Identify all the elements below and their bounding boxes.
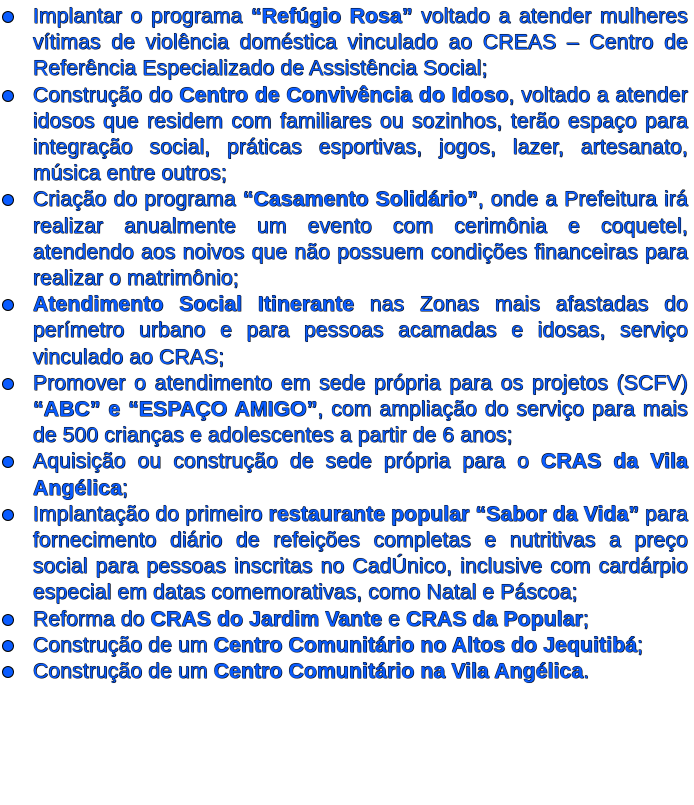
item-text: ; [583, 607, 590, 631]
item-text: . [583, 660, 590, 684]
item-text-bold: Centro Comunitário na Vila Angélica [213, 660, 584, 684]
list-item [0, 187, 688, 292]
item-text: voltado a atender mulheres vítimas de violência doméstica vinculado ao CREAS – Centro de Referência Especializado de Assistência Social; [33, 5, 688, 81]
item-text-bold: Centro Comunitário no Altos do Jequitibá [213, 633, 638, 657]
item-text: para fornecimento diário de refeições completas e nutritivas a preço social para pessoas inscritas no CadÚnico, inclusive com cardárpio especial em datas comemorativas, como Natal e Páscoa; [33, 502, 689, 605]
list-item [0, 371, 688, 450]
item-text: Implantação do primeiro [33, 502, 269, 526]
bullet-icon [3, 91, 13, 101]
list-item [0, 659, 688, 685]
item-text: Construção de um [33, 633, 214, 657]
bullet-icon [3, 510, 13, 520]
item-text: , voltado a atender idosos que residem com familiares ou sozinhos, terão espaço para integração social, práticas esportivas, jogos, lazer, artesanato, música entre outros; [33, 83, 688, 186]
item-text-bold: CRAS da Popular [406, 607, 584, 631]
list-item [0, 83, 688, 188]
item-text: , com ampliação do serviço para mais de 500 crianças e adolescentes a partir de 6 anos; [33, 398, 688, 448]
proposal-list [0, 4, 688, 685]
item-text-bold: restaurante popular “Sabor da Vida” [268, 502, 640, 526]
list-item [0, 502, 688, 607]
item-text-bold: Atendimento Social Itinerante [33, 293, 355, 317]
item-text-bold: CRAS da Vila Angélica [33, 450, 688, 500]
bullet-icon [3, 379, 13, 389]
bullet-icon [3, 615, 13, 625]
bullet-icon [3, 457, 13, 467]
item-text: Construção do [33, 83, 180, 107]
item-text: Reforma do [33, 607, 151, 631]
item-text: , onde a Prefeitura irá realizar anualmente um evento com cerimônia e coquetel, atendendo aos noivos que não possuem condições financeiras para realizar o matrimônio; [33, 188, 688, 291]
bullet-icon [3, 641, 13, 651]
item-text-bold: CRAS do Jardim Vante [150, 607, 383, 631]
list-item [0, 4, 688, 83]
bullet-icon [3, 12, 13, 22]
item-text: ; [637, 633, 644, 657]
list-item [0, 449, 688, 501]
list-item [0, 292, 688, 371]
item-text-bold: “Casamento Solidário” [242, 188, 478, 212]
item-text: e [382, 607, 407, 631]
item-text: Aquisição ou construção de sede própria para o [33, 450, 542, 474]
item-text: ; [122, 476, 129, 500]
list-item [0, 607, 688, 633]
item-text-bold: “Refúgio Rosa” [251, 5, 413, 28]
list-item [0, 633, 688, 659]
item-text: nas Zonas mais afastadas do perímetro urbano e para pessoas acamadas e idosas, serviço vinculado ao CRAS; [33, 293, 688, 369]
item-text: Promover o atendimento em sede própria para os projetos (SCFV) [33, 371, 688, 395]
bullet-icon [3, 300, 13, 310]
item-text: Criação do programa [33, 188, 243, 212]
item-text-bold: “ABC” e “ESPAÇO AMIGO” [33, 398, 318, 422]
item-text: Implantar o programa [33, 5, 252, 28]
item-text-bold: Centro de Convivência do Idoso [179, 83, 509, 107]
item-text: Construção de um [33, 660, 214, 684]
bullet-icon [3, 667, 13, 677]
bullet-icon [3, 195, 13, 205]
